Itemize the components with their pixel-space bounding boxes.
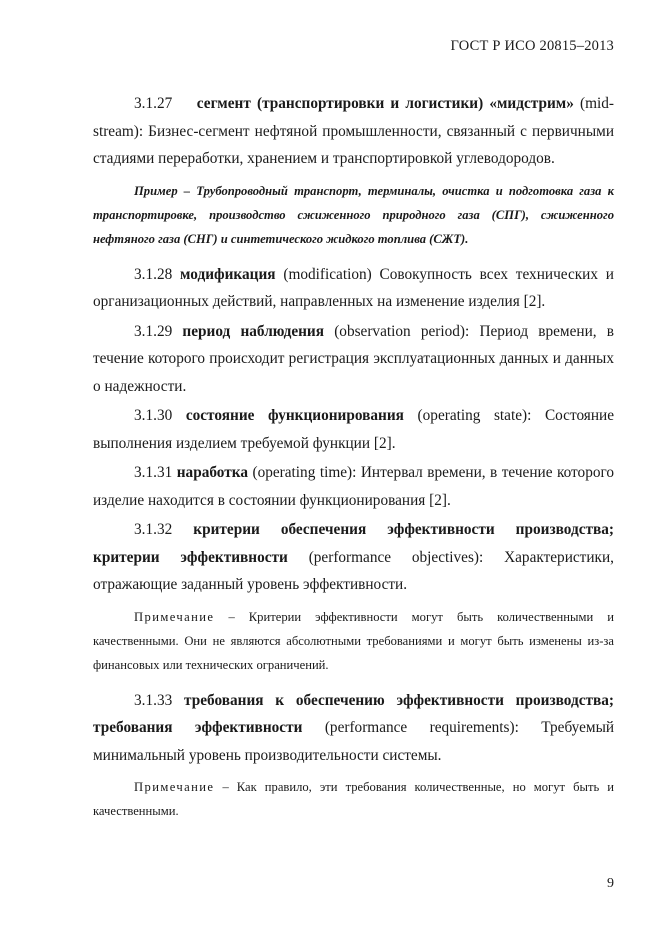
entry-number: 3.1.33 bbox=[134, 691, 173, 709]
entry-term: модификация bbox=[180, 265, 276, 283]
entry-english: (mid-stream): bbox=[93, 95, 614, 140]
entry-number: 3.1.27 bbox=[134, 95, 173, 112]
term-entry-3-1-32 bbox=[93, 516, 614, 599]
note-text: – Критерии эффективности могут быть количественными и качественными. Они не являются абсолютными требованиями и могут быть изменены из-за финансовых или технических ограничений. bbox=[93, 609, 614, 672]
entry-term: наработка bbox=[176, 464, 248, 481]
entry-definition: Требуемый минимальный уровень производительности системы. bbox=[93, 719, 615, 764]
entry-definition: Характеристики, отражающие заданный уровень эффективности. bbox=[93, 548, 614, 593]
entry-english: (operating state): bbox=[417, 407, 532, 424]
entry-term: сегмент (транспортировки и логистики) «мидстрим» bbox=[196, 95, 574, 112]
entry-term: критерии обеспечения эффективности производства; критерии эффективности bbox=[93, 521, 615, 566]
term-entry-3-1-27 bbox=[93, 90, 614, 173]
document-header: ГОСТ Р ИСО 20815–2013 bbox=[450, 38, 614, 54]
entry-definition: Интервал времени, в течение которого изделие находится в состоянии функционирования [2]. bbox=[93, 464, 615, 509]
term-entry-3-1-28 bbox=[93, 261, 614, 316]
entry-term: состояние функционирования bbox=[185, 407, 404, 424]
entry-term: требования к обеспечению эффективности производства; требования эффективности bbox=[93, 691, 615, 736]
entry-number: 3.1.29 bbox=[134, 322, 173, 340]
term-entry-3-1-29 bbox=[93, 318, 614, 401]
note-paragraph bbox=[93, 605, 614, 677]
note-paragraph bbox=[93, 775, 614, 823]
entry-english: (performance requirements): bbox=[324, 719, 519, 736]
entry-number: 3.1.28 bbox=[134, 265, 173, 283]
example-text: Пример – Трубопроводный транспорт, терминалы, очистка и подготовка газа к транспортировке, производство сжиженного природного газа (СПГ), сжиженного нефтяного газа (СНГ) и синтетического жидкого топлива (СЖТ). bbox=[93, 183, 614, 246]
term-entry-3-1-33 bbox=[93, 687, 614, 770]
entry-english: (modification) bbox=[283, 265, 372, 283]
entry-number: 3.1.32 bbox=[134, 521, 173, 538]
entry-definition: Бизнес-сегмент нефтяной промышленности, связанный с первичными стадиями переработки, хранением и транспортировкой углеводородов. bbox=[93, 122, 615, 167]
note-label: Примечание bbox=[134, 609, 215, 624]
entry-term: период наблюдения bbox=[182, 322, 325, 340]
entry-definition: Состояние выполнения изделием требуемой функции [2]. bbox=[93, 407, 614, 452]
entry-number: 3.1.30 bbox=[134, 407, 173, 424]
term-entry-3-1-31 bbox=[93, 459, 614, 514]
document-body bbox=[93, 90, 614, 833]
entry-definition: Период времени, в течение которого происходит регистрация эксплуатационных данных и данных о надежности. bbox=[93, 322, 614, 395]
entry-number: 3.1.31 bbox=[134, 464, 173, 481]
note-label: Примечание bbox=[134, 780, 215, 794]
entry-english: (performance objectives): bbox=[308, 548, 484, 566]
page-number: 9 bbox=[607, 876, 614, 891]
entry-english: (observation period): bbox=[334, 322, 470, 340]
entry-definition: Совокупность всех технических и организационных действий, направленных на изменение изделия [2]. bbox=[93, 265, 614, 310]
term-entry-3-1-30 bbox=[93, 402, 614, 457]
note-text: – Как правило, эти требования количественные, но могут быть и качественными. bbox=[93, 780, 614, 818]
entry-english: (operating time): bbox=[252, 464, 357, 481]
